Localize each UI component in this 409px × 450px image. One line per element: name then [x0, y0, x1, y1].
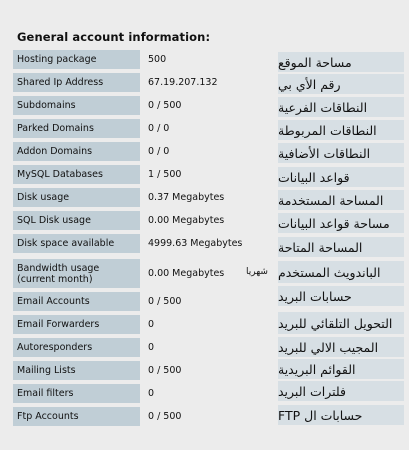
row-label: Email Accounts — [13, 292, 140, 311]
row-arabic-label: مساحة الموقع — [278, 52, 404, 72]
row-value: 0 — [148, 342, 155, 353]
section-title: General account information: — [17, 30, 211, 44]
row-arabic-label: المساحة المتاحة — [278, 237, 404, 257]
row-value: 0 / 500 — [148, 296, 182, 307]
row-arabic-label: المساحة المستخدمة — [278, 190, 404, 210]
row-label: Hosting package — [13, 50, 140, 69]
row-arabic-label: التحويل التلقائي للبريد — [278, 312, 404, 334]
row-arabic-label: النطاقات المربوطة — [278, 120, 404, 140]
row-value: 0 — [148, 388, 155, 399]
row-value: 0 — [148, 319, 155, 330]
row-value: 1 / 500 — [148, 169, 182, 180]
row-arabic-label: الباندويث المستخدم — [278, 261, 404, 283]
row-label: Email filters — [13, 384, 140, 403]
row-label: Disk space available — [13, 234, 140, 253]
row-arabic-label: القوائم البريدية — [278, 359, 404, 379]
row-value: 0 / 500 — [148, 100, 182, 111]
row-arabic-label: حسابات ال FTP — [278, 405, 404, 425]
row-label: Shared Ip Address — [13, 73, 140, 92]
row-label: Addon Domains — [13, 142, 140, 161]
row-value: 0 / 500 — [148, 411, 182, 422]
row-label: Parked Domains — [13, 119, 140, 138]
row-value: 0.37 Megabytes — [148, 192, 225, 203]
row-label: Mailing Lists — [13, 361, 140, 380]
row-value-suffix: شهريا — [246, 266, 268, 277]
row-label: SQL Disk usage — [13, 211, 140, 230]
row-value: 0.00 Megabytes — [148, 215, 225, 226]
row-value: 0 / 500 — [148, 365, 182, 376]
row-arabic-label: النطاقات الأضافية — [278, 143, 404, 163]
row-label: Bandwidth usage (current month) — [13, 259, 140, 288]
row-label: Disk usage — [13, 188, 140, 207]
row-arabic-label: رقم الأي بي — [278, 74, 404, 94]
row-value: 4999.63 Megabytes — [148, 238, 243, 249]
row-arabic-label: قواعد البيانات — [278, 167, 404, 187]
row-value: 0 / 0 — [148, 146, 170, 157]
row-arabic-label: المجيب الالي للبريد — [278, 337, 404, 357]
row-arabic-label: حسابات البريد — [278, 286, 404, 306]
row-label: Autoresponders — [13, 338, 140, 357]
row-arabic-label: فلترات البريد — [278, 381, 404, 401]
row-label: Ftp Accounts — [13, 407, 140, 426]
row-value: 67.19.207.132 — [148, 77, 218, 88]
row-arabic-label: مساحة قواعد البيانات — [278, 213, 404, 233]
row-arabic-label: النطاقات الفرعية — [278, 97, 404, 117]
row-value: 0.00 Megabytes — [148, 268, 225, 279]
row-label: MySQL Databases — [13, 165, 140, 184]
row-value: 500 — [148, 54, 167, 65]
row-label: Email Forwarders — [13, 315, 140, 334]
row-label: Subdomains — [13, 96, 140, 115]
row-value: 0 / 0 — [148, 123, 170, 134]
